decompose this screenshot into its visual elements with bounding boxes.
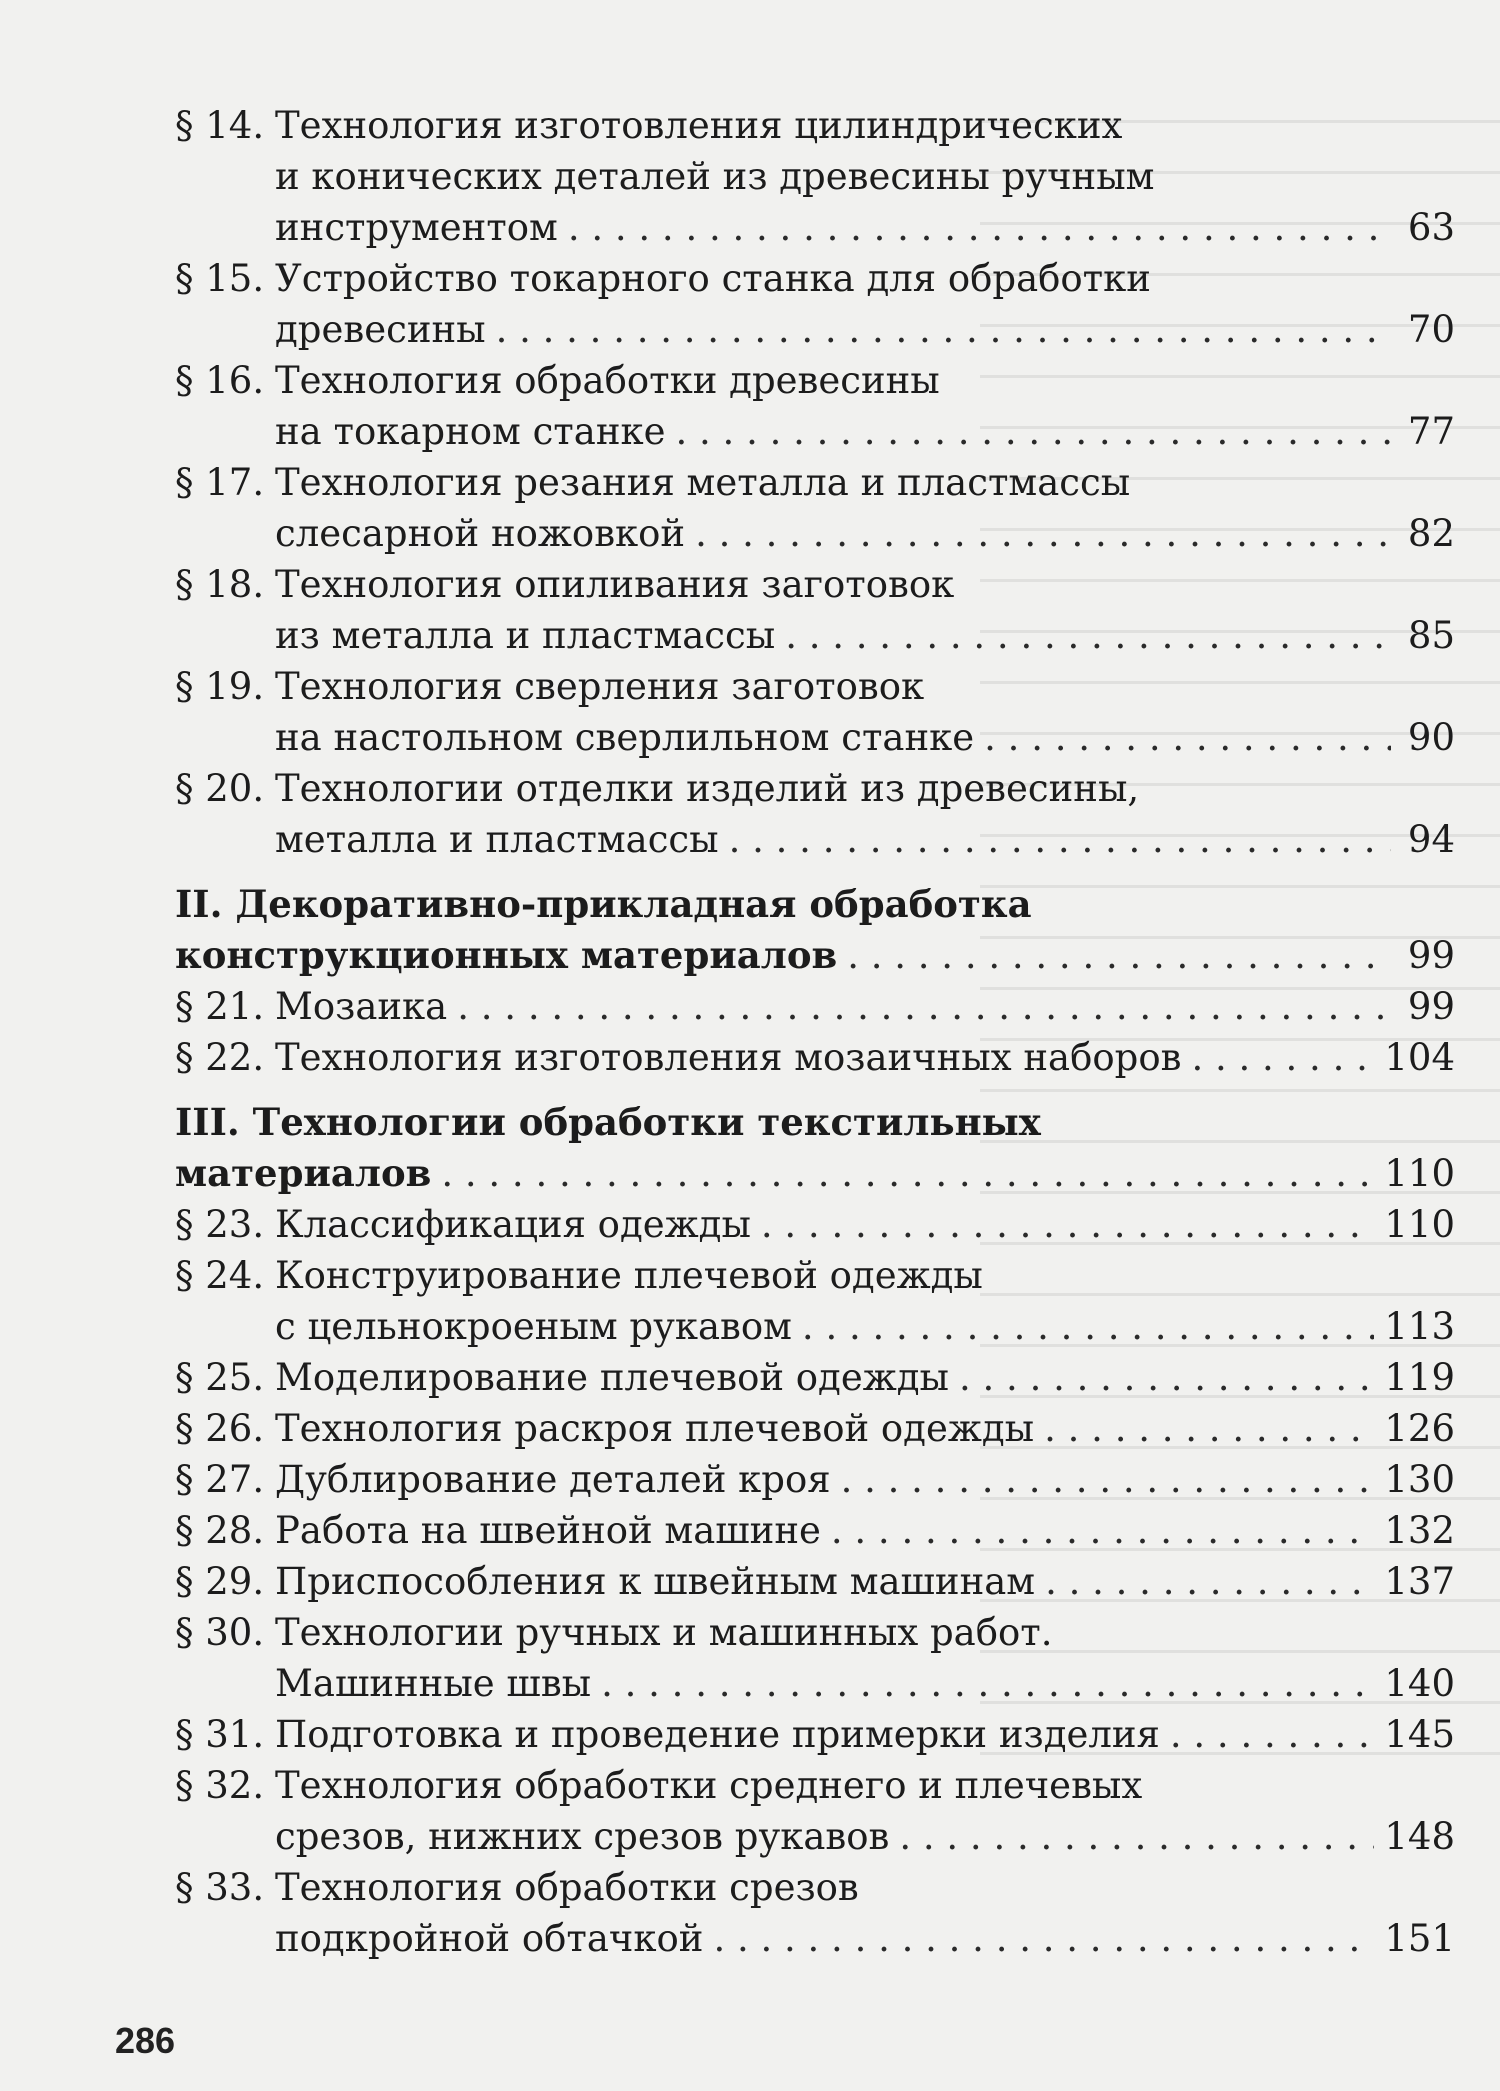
toc-line bbox=[175, 202, 1455, 253]
toc-line bbox=[175, 610, 1455, 661]
toc-entry bbox=[175, 1760, 1455, 1862]
toc-line bbox=[175, 1148, 1455, 1199]
paragraph-number: § 14. bbox=[175, 104, 265, 147]
toc-entry bbox=[175, 253, 1455, 355]
dot-leader bbox=[1191, 1032, 1374, 1083]
entry-title: Технология сверления заготовок bbox=[275, 665, 925, 708]
entry-page-number: 137 bbox=[1384, 1560, 1455, 1603]
paragraph-number: § 27. bbox=[175, 1458, 265, 1501]
entry-title: Технологии ручных и машинных работ. bbox=[275, 1611, 1053, 1654]
entry-title: Технология изготовления цилиндрических bbox=[275, 104, 1123, 147]
entry-title: подкройной обтачкой bbox=[275, 1917, 704, 1960]
entry-title: конструкционных материалов bbox=[175, 933, 838, 977]
entry-title: инструментом bbox=[275, 206, 558, 249]
entry-page-number: 130 bbox=[1384, 1458, 1455, 1501]
entry-title: и конических деталей из древесины ручным bbox=[275, 155, 1155, 198]
toc-line bbox=[175, 1913, 1455, 1964]
entry-title: Работа на швейной машине bbox=[275, 1509, 821, 1552]
dot-leader bbox=[984, 712, 1391, 763]
toc-line bbox=[175, 1097, 1455, 1148]
toc-entry bbox=[175, 1250, 1455, 1352]
table-of-contents bbox=[175, 100, 1455, 1964]
toc-entry bbox=[175, 981, 1455, 1032]
toc-line bbox=[175, 879, 1455, 930]
paragraph-number: § 20. bbox=[175, 767, 265, 810]
paragraph-number: § 19. bbox=[175, 665, 265, 708]
toc-line bbox=[175, 406, 1455, 457]
toc-section bbox=[175, 879, 1455, 981]
dot-leader bbox=[1170, 1709, 1375, 1760]
entry-title: материалов bbox=[175, 1151, 432, 1195]
page-number: 286 bbox=[115, 2020, 176, 2061]
entry-title: из металла и пластмассы bbox=[275, 614, 776, 657]
toc-entry bbox=[175, 559, 1455, 661]
toc-line bbox=[175, 1862, 1455, 1913]
entry-page-number: 148 bbox=[1384, 1815, 1455, 1858]
entry-title: с цельнокроеным рукавом bbox=[275, 1305, 792, 1348]
entry-page-number: 145 bbox=[1384, 1713, 1455, 1756]
entry-title: древесины bbox=[275, 308, 486, 351]
dot-leader bbox=[676, 406, 1391, 457]
entry-title: Технология опиливания заготовок bbox=[275, 563, 955, 606]
paragraph-number: § 24. bbox=[175, 1254, 265, 1297]
dot-leader bbox=[802, 1301, 1374, 1352]
toc-line bbox=[175, 1505, 1455, 1556]
entry-title: металла и пластмассы bbox=[275, 818, 719, 861]
toc-entry bbox=[175, 1352, 1455, 1403]
dot-leader bbox=[729, 814, 1391, 865]
entry-title: Приспособления к швейным машинам bbox=[275, 1560, 1036, 1603]
toc-line bbox=[175, 930, 1455, 981]
entry-page-number: 132 bbox=[1384, 1509, 1455, 1552]
entry-page-number: 99 bbox=[1407, 985, 1455, 1028]
entry-page-number: 126 bbox=[1384, 1407, 1455, 1450]
entry-title: Технология изготовления мозаичных наборов bbox=[275, 1036, 1182, 1079]
entry-title: Устройство токарного станка для обработки bbox=[275, 257, 1151, 300]
entry-title: Машинные швы bbox=[275, 1662, 592, 1705]
entry-page-number: 110 bbox=[1384, 1152, 1455, 1195]
toc-line bbox=[175, 151, 1455, 202]
entry-page-number: 70 bbox=[1407, 308, 1455, 351]
dot-leader bbox=[713, 1913, 1374, 1964]
dot-leader bbox=[695, 508, 1391, 559]
entry-title: срезов, нижних срезов рукавов bbox=[275, 1815, 890, 1858]
entry-title: Технология обработки среднего и плечевых bbox=[275, 1764, 1143, 1807]
toc-entry bbox=[175, 1862, 1455, 1964]
paragraph-number: § 31. bbox=[175, 1713, 265, 1756]
toc-line bbox=[175, 508, 1455, 559]
toc-line bbox=[175, 1811, 1455, 1862]
entry-title: Подготовка и проведение примерки изделия bbox=[275, 1713, 1160, 1756]
toc-section bbox=[175, 1097, 1455, 1199]
dot-leader bbox=[761, 1199, 1374, 1250]
toc-entry bbox=[175, 1403, 1455, 1454]
entry-title: Дублирование деталей кроя bbox=[275, 1458, 831, 1501]
entry-page-number: 110 bbox=[1384, 1203, 1455, 1246]
toc-line bbox=[175, 457, 1455, 508]
entry-title: Технология обработки древесины bbox=[275, 359, 940, 402]
entry-title: Технология резания металла и пластмассы bbox=[275, 461, 1131, 504]
paragraph-number: § 25. bbox=[175, 1356, 265, 1399]
toc-line bbox=[175, 1250, 1455, 1301]
entry-page-number: 99 bbox=[1407, 934, 1455, 977]
entry-title: Технология обработки срезов bbox=[275, 1866, 859, 1909]
toc-line bbox=[175, 253, 1455, 304]
toc-line bbox=[175, 1301, 1455, 1352]
toc-line bbox=[175, 1607, 1455, 1658]
toc-line bbox=[175, 814, 1455, 865]
entry-page-number: 85 bbox=[1407, 614, 1455, 657]
toc-line bbox=[175, 1352, 1455, 1403]
dot-leader bbox=[831, 1505, 1374, 1556]
toc-entry bbox=[175, 763, 1455, 865]
paragraph-number: § 23. bbox=[175, 1203, 265, 1246]
entry-title: Технологии отделки изделий из древесины, bbox=[275, 767, 1140, 810]
dot-leader bbox=[899, 1811, 1374, 1862]
dot-leader bbox=[785, 610, 1391, 661]
entry-page-number: 113 bbox=[1384, 1305, 1455, 1348]
dot-leader bbox=[496, 304, 1391, 355]
toc-line bbox=[175, 1760, 1455, 1811]
toc-line bbox=[175, 1403, 1455, 1454]
toc-line bbox=[175, 763, 1455, 814]
entry-page-number: 90 bbox=[1407, 716, 1455, 759]
dot-leader bbox=[601, 1658, 1374, 1709]
toc-line bbox=[175, 1454, 1455, 1505]
entry-title: Классификация одежды bbox=[275, 1203, 751, 1246]
paragraph-number: § 15. bbox=[175, 257, 265, 300]
toc-line bbox=[175, 981, 1455, 1032]
toc-line bbox=[175, 1709, 1455, 1760]
toc-entry bbox=[175, 1032, 1455, 1083]
toc-line bbox=[175, 1199, 1455, 1250]
dot-leader bbox=[841, 1454, 1375, 1505]
entry-title: на настольном сверлильном станке bbox=[275, 716, 975, 759]
entry-title: II. Декоративно-прикладная обработка bbox=[175, 882, 1032, 926]
entry-page-number: 82 bbox=[1407, 512, 1455, 555]
paragraph-number: § 30. bbox=[175, 1611, 265, 1654]
entry-title: Технология раскроя плечевой одежды bbox=[275, 1407, 1035, 1450]
toc-entry bbox=[175, 1505, 1455, 1556]
toc-entry bbox=[175, 1709, 1455, 1760]
paragraph-number: § 18. bbox=[175, 563, 265, 606]
paragraph-number: § 32. bbox=[175, 1764, 265, 1807]
dot-leader bbox=[568, 202, 1391, 253]
toc-entry bbox=[175, 1556, 1455, 1607]
toc-line bbox=[175, 661, 1455, 712]
toc-line bbox=[175, 355, 1455, 406]
dot-leader bbox=[847, 930, 1391, 981]
paragraph-number: § 29. bbox=[175, 1560, 265, 1603]
entry-title: Мозаика bbox=[275, 985, 448, 1028]
paragraph-number: § 26. bbox=[175, 1407, 265, 1450]
entry-page-number: 77 bbox=[1407, 410, 1455, 453]
dot-leader bbox=[441, 1148, 1374, 1199]
dot-leader bbox=[457, 981, 1391, 1032]
paragraph-number: § 33. bbox=[175, 1866, 265, 1909]
dot-leader bbox=[1044, 1403, 1374, 1454]
paragraph-number: § 28. bbox=[175, 1509, 265, 1552]
toc-entry bbox=[175, 1607, 1455, 1709]
dot-leader bbox=[959, 1352, 1374, 1403]
toc-line bbox=[175, 1658, 1455, 1709]
toc-entry bbox=[175, 355, 1455, 457]
entry-title: на токарном станке bbox=[275, 410, 666, 453]
entry-page-number: 63 bbox=[1407, 206, 1455, 249]
dot-leader bbox=[1045, 1556, 1374, 1607]
toc-entry bbox=[175, 661, 1455, 763]
entry-title: Моделирование плечевой одежды bbox=[275, 1356, 950, 1399]
entry-page-number: 104 bbox=[1384, 1036, 1455, 1079]
toc-entry bbox=[175, 457, 1455, 559]
toc-line bbox=[175, 304, 1455, 355]
entry-title: Конструирование плечевой одежды bbox=[275, 1254, 983, 1297]
paragraph-number: § 17. bbox=[175, 461, 265, 504]
paragraph-number: § 21. bbox=[175, 985, 265, 1028]
entry-page-number: 140 bbox=[1384, 1662, 1455, 1705]
paragraph-number: § 22. bbox=[175, 1036, 265, 1079]
entry-title: III. Технологии обработки текстильных bbox=[175, 1100, 1041, 1144]
paragraph-number: § 16. bbox=[175, 359, 265, 402]
entry-page-number: 119 bbox=[1384, 1356, 1455, 1399]
toc-line bbox=[175, 559, 1455, 610]
toc-line bbox=[175, 100, 1455, 151]
entry-page-number: 151 bbox=[1384, 1917, 1455, 1960]
toc-line bbox=[175, 712, 1455, 763]
entry-title: слесарной ножовкой bbox=[275, 512, 686, 555]
toc-entry bbox=[175, 100, 1455, 253]
toc-entry bbox=[175, 1454, 1455, 1505]
toc-line bbox=[175, 1556, 1455, 1607]
toc-entry bbox=[175, 1199, 1455, 1250]
entry-page-number: 94 bbox=[1407, 818, 1455, 861]
toc-line bbox=[175, 1032, 1455, 1083]
